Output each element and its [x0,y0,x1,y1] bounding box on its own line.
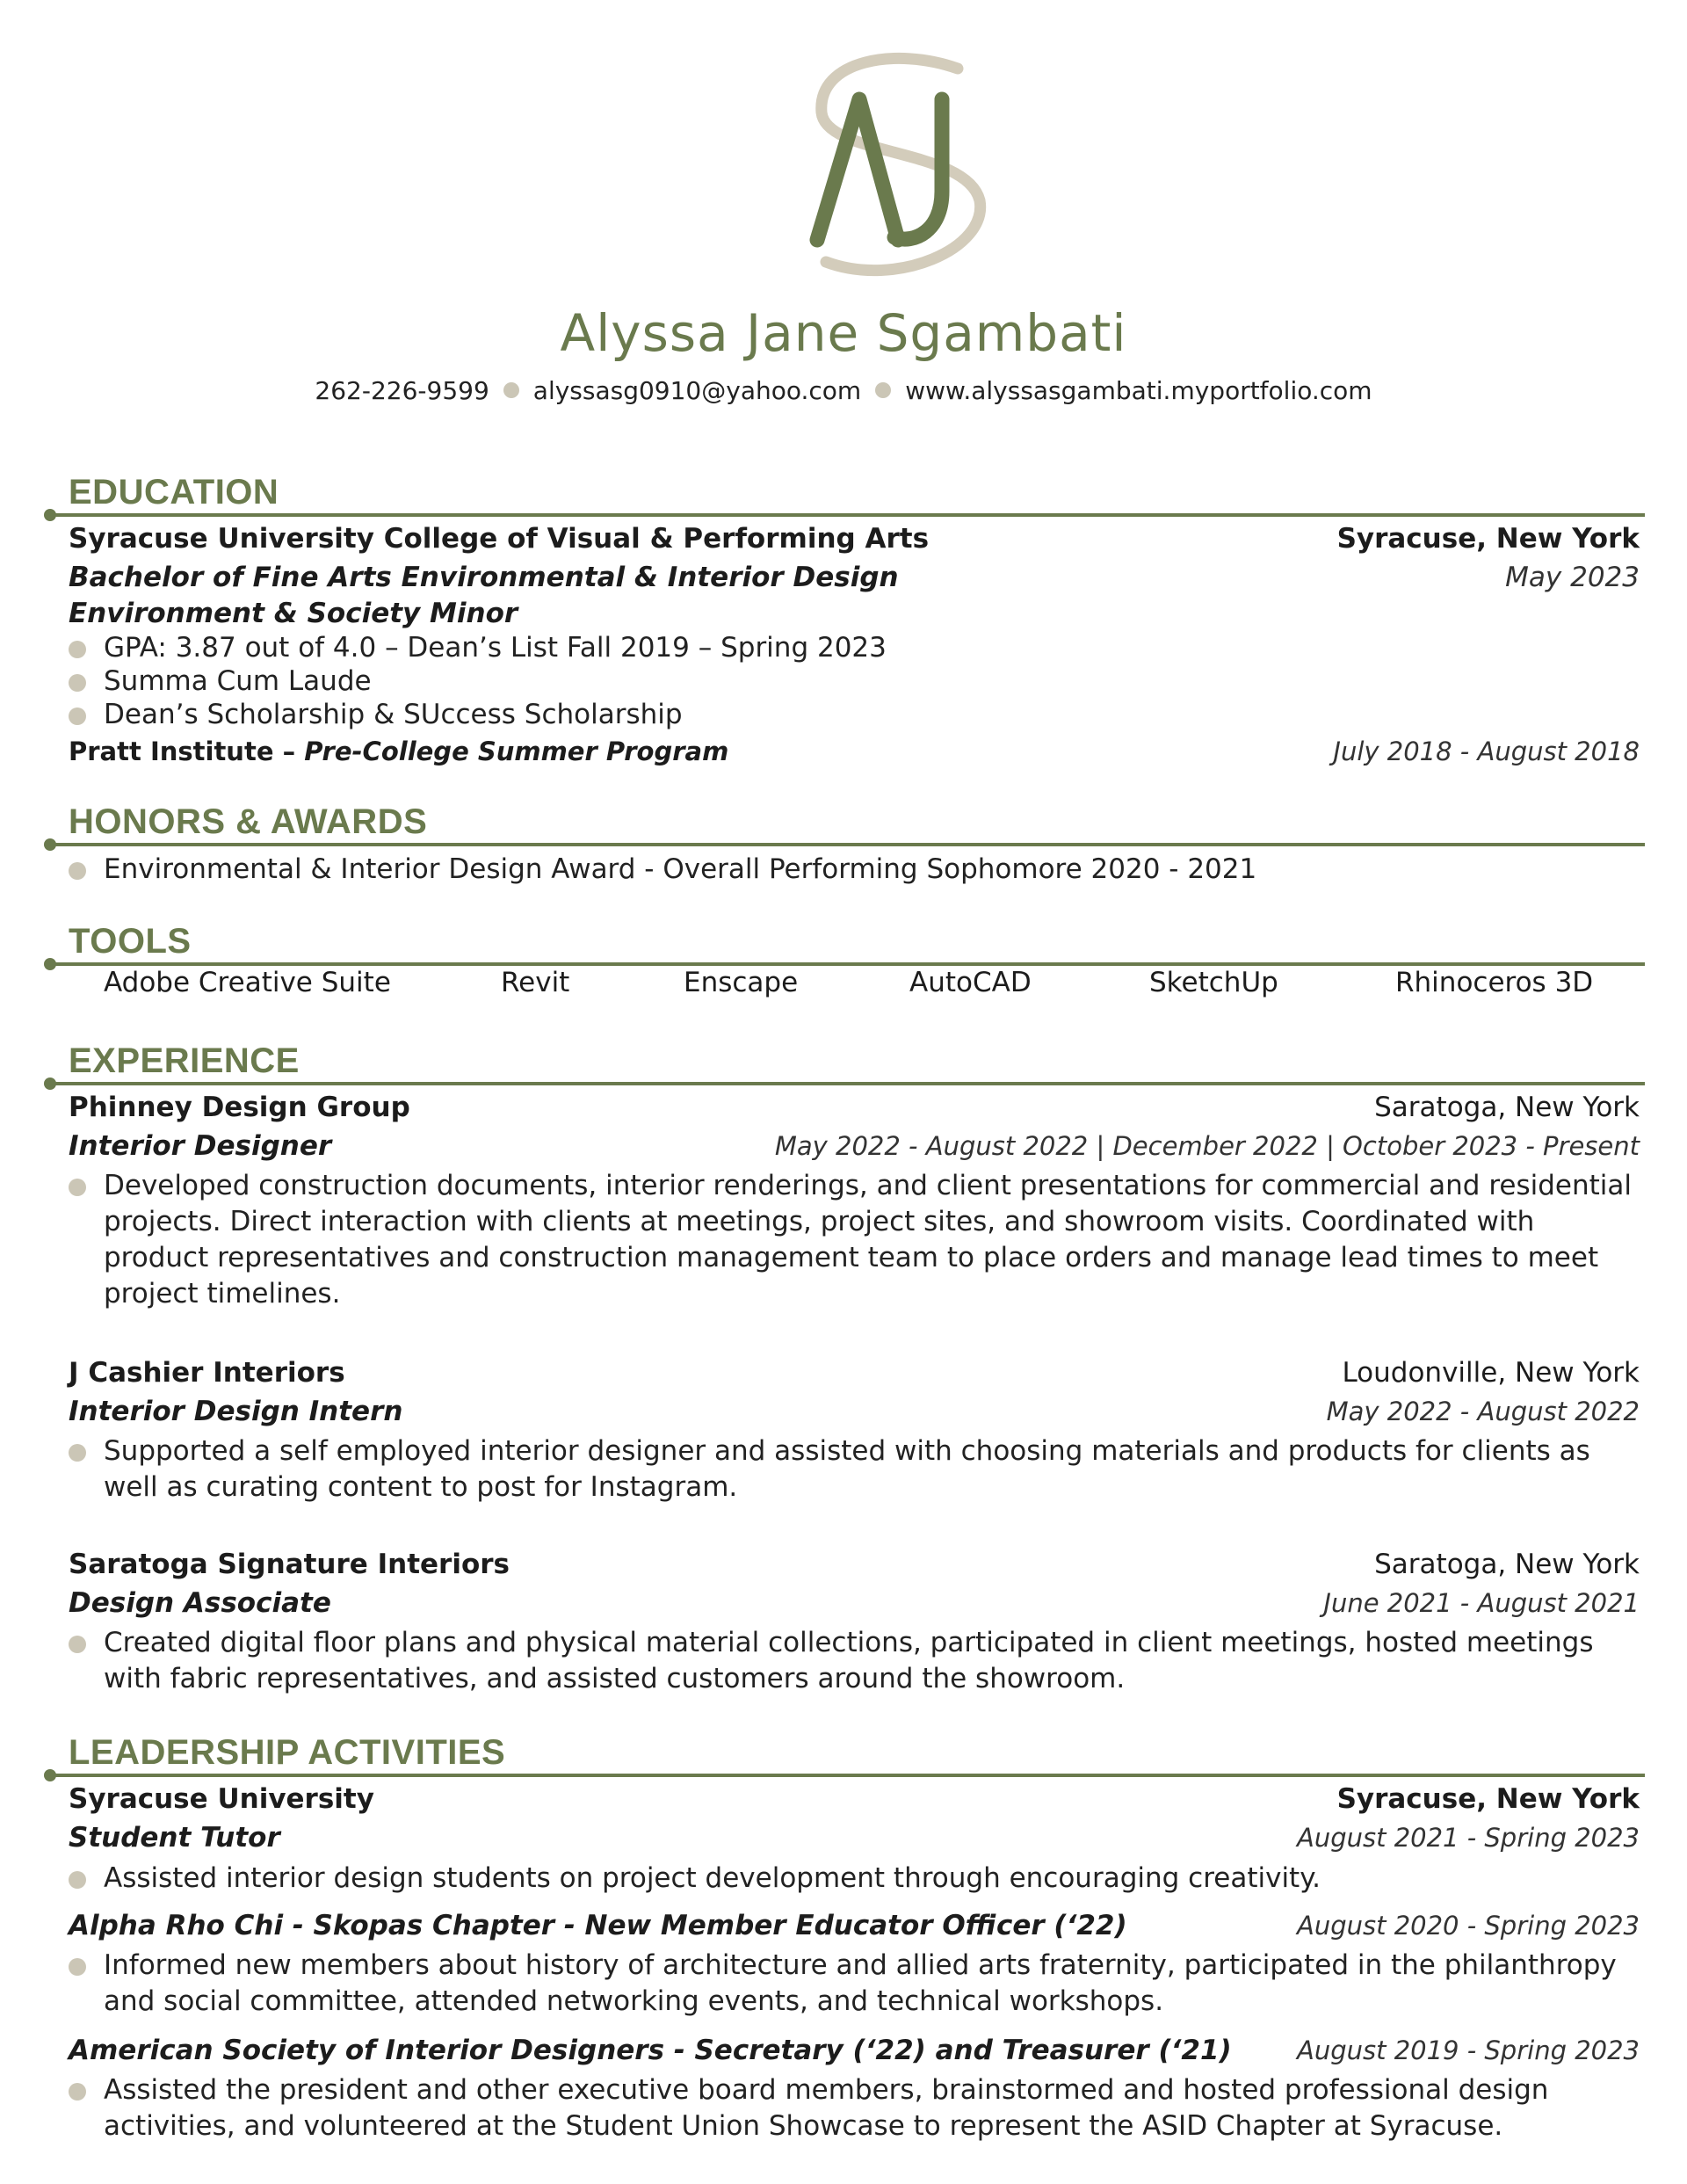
section-rule [46,513,1645,517]
org-location: Syracuse, New York [1336,1783,1640,1815]
company-name: Phinney Design Group [69,1092,410,1123]
section-title: LEADERSHIP ACTIVITIES [69,1733,506,1772]
phone[interactable]: 262-226-9599 [315,376,489,405]
leadership-role: American Society of Interior Designers - Secretary (‘22) and Treasurer (‘21) [69,2035,1232,2066]
section-rule [46,843,1645,846]
list-item: GPA: 3.87 out of 4.0 – Dean’s List Fall 2019 – Spring 2023 [69,630,1641,666]
honors-section [46,802,1645,846]
contact-line [0,376,1687,405]
list-item: Environmental & Interior Design Award - Overall Performing Sophomore 2020 - 2021 [69,852,1641,888]
job-role: Interior Design Intern [69,1396,403,1427]
company-name: J Cashier Interiors [69,1357,345,1389]
list-item: Created digital floor plans and physical material collections, participated in client meetings, hosted meetings with fabric representatives, and assisted customers around the showroom. [69,1625,1641,1697]
leadership-dates: August 2020 - Spring 2023 [1296,1911,1640,1941]
job-header [69,1547,1640,1582]
job-role: Interior Designer [69,1130,332,1162]
job-role-row [69,1394,1640,1429]
education-header [69,521,1640,556]
minor: Environment & Society Minor [69,598,518,629]
leadership-section [46,1733,1645,1777]
section-rule [46,1774,1645,1777]
separator-dot-icon [875,382,891,398]
job-dates: May 2022 - August 2022 | December 2022 | October 2023 - Present [774,1131,1640,1161]
minor-row [69,596,1640,631]
experience-section [46,1041,1645,1085]
section-title: HONORS & AWARDS [69,802,428,841]
website-link[interactable]: www.alyssasgambati.myportfolio.com [905,376,1372,405]
list-item: Developed construction documents, interior renderings, and client presentations for commercial and residential projects. Direct interaction with clients at meetings, project sites, and showroom visits. Coordinated with product representatives and construction management team to place orders and manage lead times to meet project timelines. [69,1168,1641,1312]
list-item: Supported a self employed interior designer and assisted with choosing materials and products for clients as well as curating content to post for Instagram. [69,1433,1641,1506]
list-item: Assisted interior design students on project development through encouraging creativity. [69,1861,1641,1897]
list-item: Dean’s Scholarship & SUccess Scholarship [69,697,1641,733]
tool-item: AutoCAD [909,967,1032,998]
section-title: TOOLS [69,922,192,961]
pratt-row [69,734,1640,769]
tool-item: Enscape [684,967,799,998]
leadership-role-row [69,1820,1640,1855]
education-section [46,473,1645,517]
leadership-dates: August 2021 - Spring 2023 [1296,1823,1640,1853]
job-role-row [69,1128,1640,1164]
pratt-entry [69,734,728,769]
candidate-name: Alyssa Jane Sgambati [560,303,1127,363]
degree-date: May 2023 [1505,562,1640,593]
tools-section [46,922,1645,966]
company-location: Loudonville, New York [1342,1357,1640,1389]
separator-dot-icon [503,382,519,398]
tool-item: SketchUp [1149,967,1278,998]
pratt-program: Pre-College Summer Program [304,736,729,766]
job-role-row [69,1585,1640,1621]
list-item: Assisted the president and other executive board members, brainstormed and hosted professional design activities, and volunteered at the Student Union Showcase to represent the ASID Chapter at Syracuse. [69,2072,1641,2144]
job-dates: May 2022 - August 2022 [1326,1397,1640,1426]
degree: Bachelor of Fine Arts Environmental & Interior Design [69,562,899,593]
tool-item: Rhinoceros 3D [1395,967,1594,998]
job-dates: June 2021 - August 2021 [1323,1588,1640,1618]
leadership-role-row [69,2033,1640,2068]
company-name: Saratoga Signature Interiors [69,1549,510,1580]
org-name: Syracuse University [69,1783,374,1815]
leadership-dates: August 2019 - Spring 2023 [1296,2035,1640,2065]
job-role: Design Associate [69,1587,331,1619]
section-title: EDUCATION [69,473,279,512]
tool-item: Revit [501,967,570,998]
job-header [69,1090,1640,1125]
list-item: Informed new members about history of architecture and allied arts fraternity, participated in the philanthropy and social committee, attended networking events, and technical workshops. [69,1948,1641,2020]
section-rule [46,1082,1645,1085]
list-item: Summa Cum Laude [69,664,1641,700]
degree-row [69,560,1640,595]
school-name: Syracuse University College of Visual & Performing Arts [69,523,930,555]
email-link[interactable]: alyssasg0910@yahoo.com [532,376,862,405]
pratt-name: Pratt Institute – [69,736,305,766]
company-location: Saratoga, New York [1374,1549,1640,1580]
leadership-role: Student Tutor [69,1822,280,1854]
leadership-role: Alpha Rho Chi - Skopas Chapter - New Member Educator Officer (‘22) [69,1910,1127,1941]
company-location: Saratoga, New York [1374,1092,1640,1123]
pratt-date: July 2018 - August 2018 [1333,736,1640,766]
leadership-header [69,1781,1640,1817]
leadership-role-row [69,1908,1640,1943]
monogram-logo [791,51,1002,288]
job-header [69,1355,1640,1390]
tool-item: Adobe Creative Suite [104,967,391,998]
school-location: Syracuse, New York [1336,523,1640,555]
section-title: EXPERIENCE [69,1041,300,1080]
